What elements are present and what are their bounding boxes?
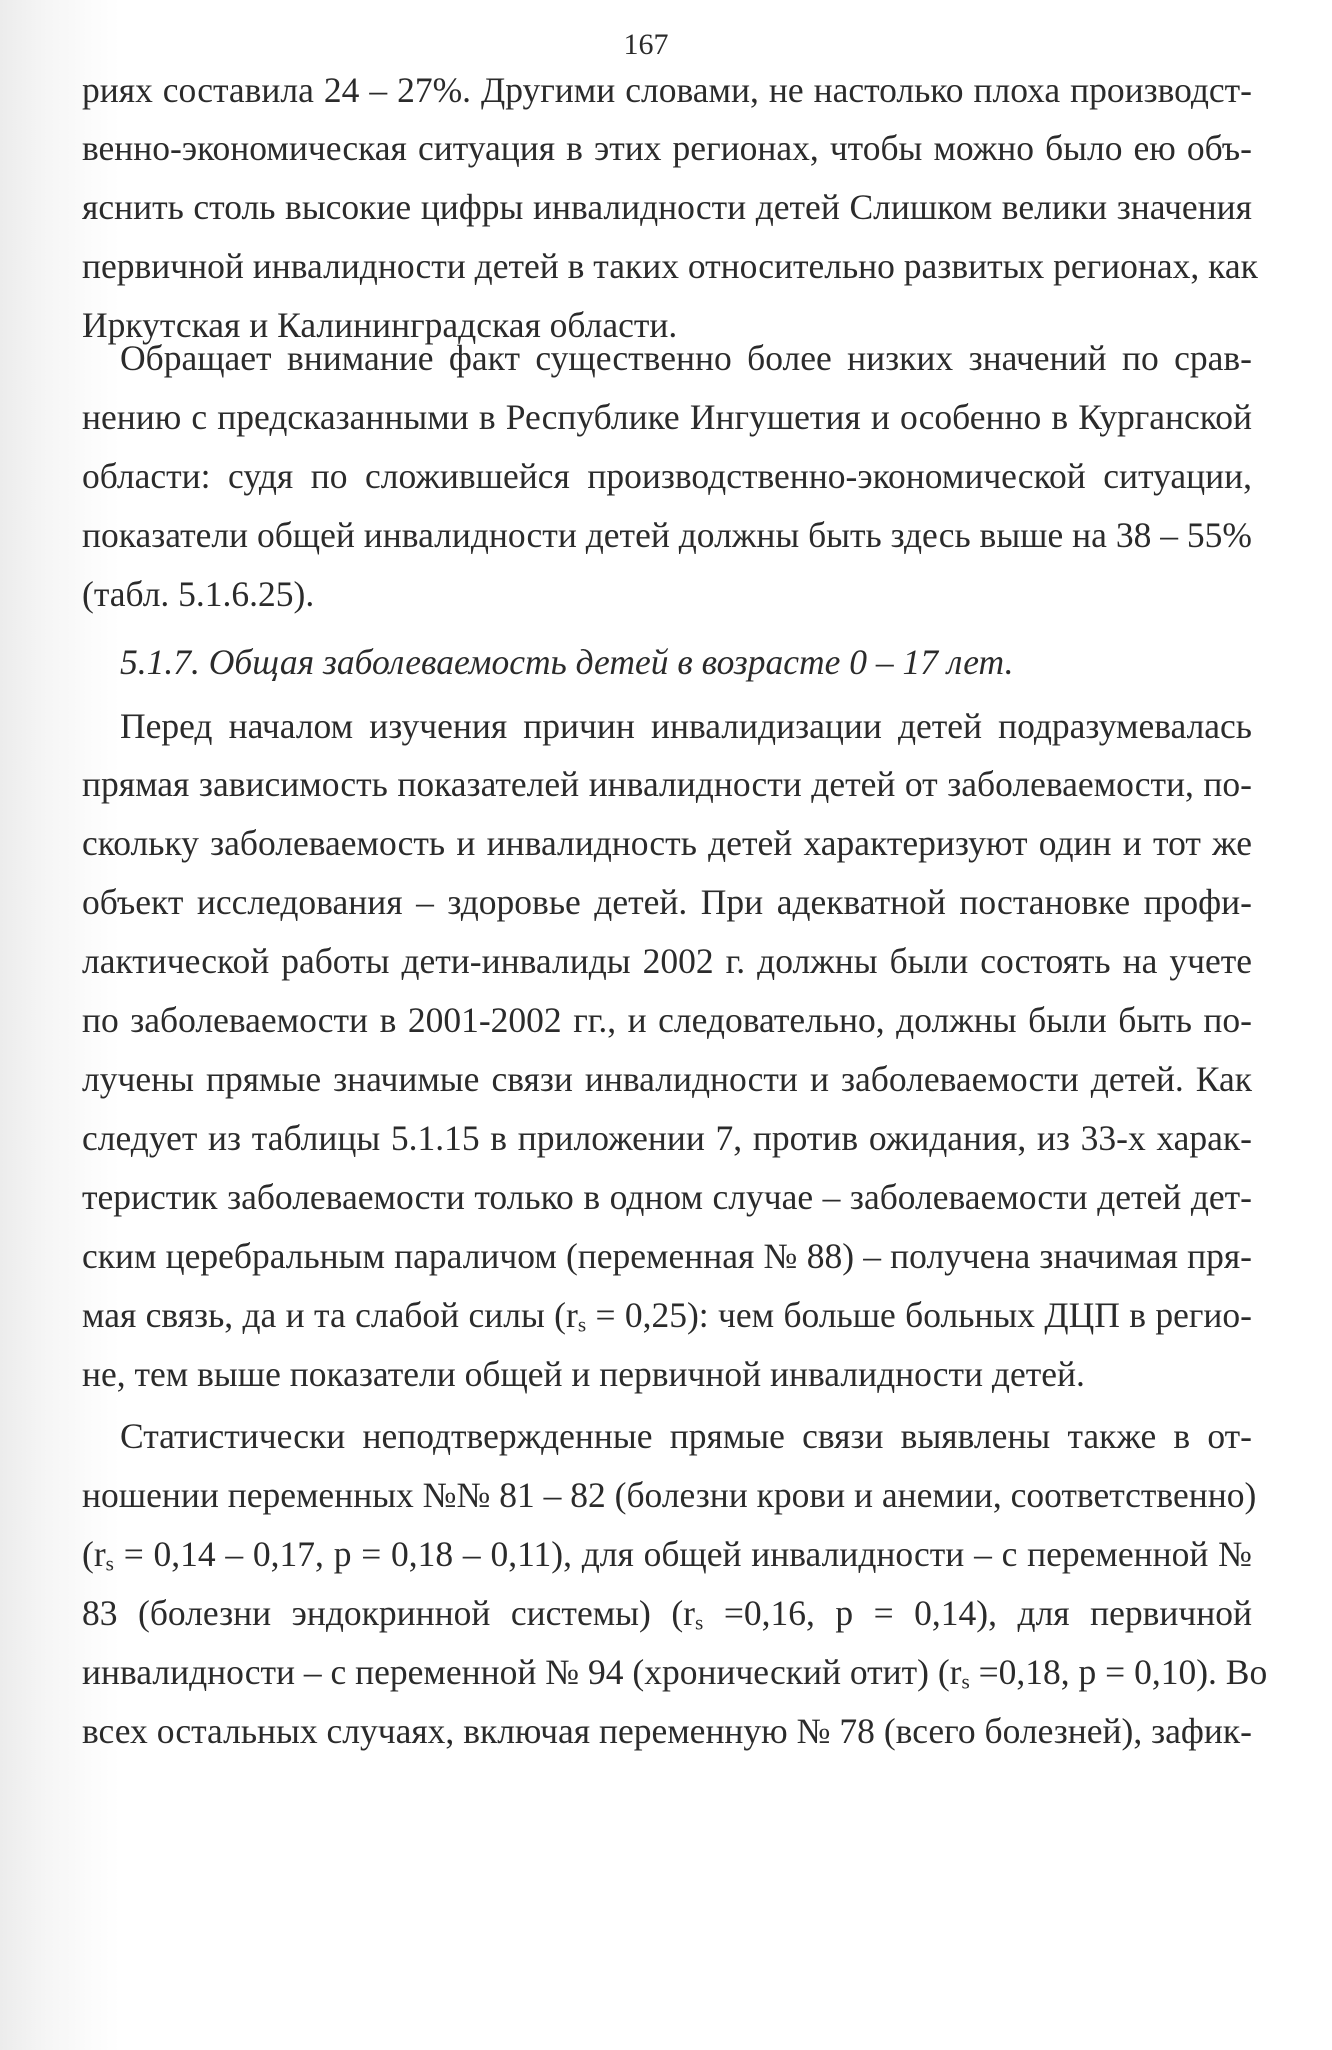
text-line: яснить столь высокие цифры инвалидности детей Слишком велики значения	[82, 187, 1252, 227]
text-line: показатели общей инвалидности детей должны быть здесь выше на 38 – 55%	[82, 515, 1252, 555]
text-line: теристик заболеваемости только в одном случае – заболеваемости детей дет-	[82, 1177, 1252, 1217]
text-line: инвалидности – с переменной № 94 (хронический отит) ($r_s =0,18$, р = 0,10). Во	[82, 1652, 1268, 1694]
text-line: лучены прямые значимые связи инвалидности и заболеваемости детей. Как	[82, 1059, 1252, 1099]
text-line: Обращает внимание факт существенно более низких значений по срав-	[120, 338, 1252, 378]
page-number: 167	[623, 28, 669, 61]
text-line: (табл. 5.1.6.25).	[82, 574, 315, 614]
text-line: следует из таблицы 5.1.15 в приложении 7, против ожидания, из 33-х харак-	[82, 1118, 1252, 1158]
text-line: лактической работы дети-инвалиды 2002 г. должны были состоять на учете	[82, 941, 1252, 981]
text-line: объект исследования – здоровье детей. При адекватной постановке профи-	[82, 882, 1252, 922]
text-line: по заболеваемости в 2001-2002 гг., и следовательно, должны были быть по-	[82, 1000, 1252, 1040]
text-line: Иркутская и Калининградская области.	[82, 305, 678, 345]
text-line: ским церебральным параличом (переменная № 88) – получена значимая пря-	[82, 1236, 1252, 1276]
text-line: ношении переменных №№ 81 – 82 (болезни крови и анемии, соответственно)	[82, 1475, 1257, 1515]
text-line: всех остальных случаях, включая переменную № 78 (всего болезней), зафик-	[82, 1711, 1252, 1751]
text-line: риях составила 24 – 27%. Другими словами, не настолько плоха производст-	[82, 70, 1252, 110]
text-line: венно-экономическая ситуация в этих регионах, чтобы можно было ею объ-	[82, 128, 1252, 168]
text-line: ($r_s = 0,14 - 0,17$, р = 0,18 – 0,11), для общей инвалидности – с переменной №	[82, 1534, 1252, 1576]
text-line: мая связь, да и та слабой силы $(r_s = 0,25)$: чем больше больных ДЦП в регио-	[82, 1295, 1252, 1337]
text-line: не, тем выше показатели общей и первичной инвалидности детей.	[82, 1354, 1085, 1394]
text-line: Перед началом изучения причин инвалидизации детей подразумевалась	[120, 706, 1252, 746]
text-line: первичной инвалидности детей в таких относительно развитых регионах, как	[82, 246, 1258, 286]
text-line: скольку заболеваемость и инвалидность детей характеризуют один и тот же	[82, 823, 1252, 863]
text-line: 83 (болезни эндокринной системы) ($r_s =0,16$, р = 0,14), для первичной	[82, 1593, 1252, 1635]
text-line: Статистически неподтвержденные прямые связи выявлены также в от-	[120, 1416, 1252, 1456]
text-line: нению с предсказанными в Республике Ингушетия и особенно в Курганской	[82, 397, 1252, 437]
text-line: области: судя по сложившейся производственно-экономической ситуации,	[82, 456, 1252, 496]
section-heading: 5.1.7. Общая заболеваемость детей в возрасте 0 – 17 лет.	[120, 642, 1014, 682]
text-line: прямая зависимость показателей инвалидности детей от заболеваемости, по-	[82, 764, 1252, 804]
